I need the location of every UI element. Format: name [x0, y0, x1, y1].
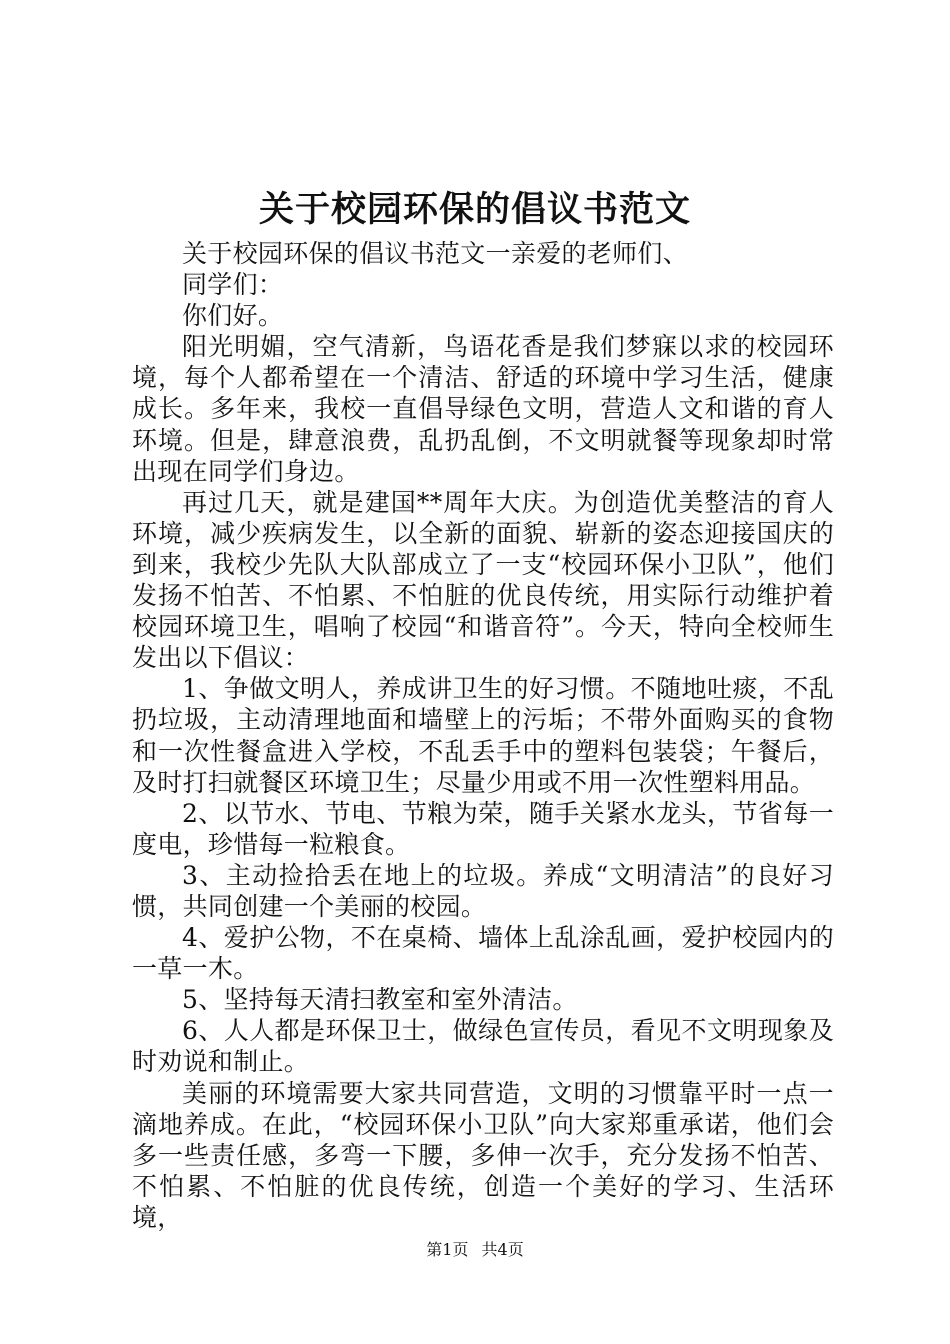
page-footer — [0, 1239, 950, 1261]
document-title: 关于校园环保的倡议书范文 — [258, 189, 691, 230]
paragraph-closing: 美丽的环境需要大家共同营造，文明的习惯靠平时一点一滴地养成。在此，“校园环保小卫队”向大家郑重承诺，他们会多一些责任感，多弯一下腰，多伸一次手，充分发扬不怕苦、不怕累、不怕脏的优良传统，创造一个美好的学习、生活环境， — [132, 1078, 834, 1232]
page-number-total: 共4页 — [481, 1240, 524, 1259]
paragraph-item-6: 6、人人都是环保卫士，做绿色宣传员，看见不文明现象及时劝说和制止。 — [132, 1016, 834, 1077]
paragraph-item-4: 4、爱护公物，不在桌椅、墙体上乱涂乱画，爱护校园内的一草一木。 — [132, 923, 834, 984]
paragraph-hello: 你们好。 — [182, 301, 284, 331]
document-body — [132, 238, 834, 1233]
paragraph-item-3: 3、主动捡拾丢在地上的垃圾。养成“文明清洁”的良好习惯，共同创建一个美丽的校园。 — [132, 860, 834, 921]
paragraph-intro: 阳光明媚，空气清新，鸟语花香是我们梦寐以求的校园环境，每个人都希望在一个清洁、舒适的环境中学习生活，健康成长。多年来，我校一直倡导绿色文明，营造人文和谐的育人环境。但是，肆意浪费，乱扔乱倒，不文明就餐等现象却时常出现在同学们身边。 — [132, 332, 834, 486]
paragraph-background: 再过几天，就是建国**周年大庆。为创造优美整洁的育人环境，减少疾病发生，以全新的面貌、崭新的姿态迎接国庆的到来，我校少先队大队部成立了一支“校园环保小卫队”，他们发扬不怕苦、不怕累、不怕脏的优良传统，用实际行动维护着校园环境卫生，唱响了校园“和谐音符”。今天，特向全校师生发出以下倡议： — [132, 487, 834, 673]
paragraph-item-1: 1、争做文明人，养成讲卫生的好习惯。不随地吐痰，不乱扔垃圾，主动清理地面和墙壁上的污垢；不带外面购买的食物和一次性餐盒进入学校，不乱丢手中的塑料包装袋；午餐后，及时打扫就餐区环境卫生；尽量少用或不用一次性塑料用品。 — [132, 674, 834, 797]
page-number-current: 第1页 — [426, 1240, 469, 1259]
paragraph-salutation: 同学们： — [182, 270, 284, 300]
paragraph-greeting: 关于校园环保的倡议书范文一亲爱的老师们、 — [182, 239, 689, 268]
paragraph-item-5: 5、坚持每天清扫教室和室外清洁。 — [182, 985, 578, 1015]
paragraph-item-2: 2、以节水、节电、节粮为荣，随手关紧水龙头，节省每一度电，珍惜每一粒粮食。 — [132, 798, 834, 859]
